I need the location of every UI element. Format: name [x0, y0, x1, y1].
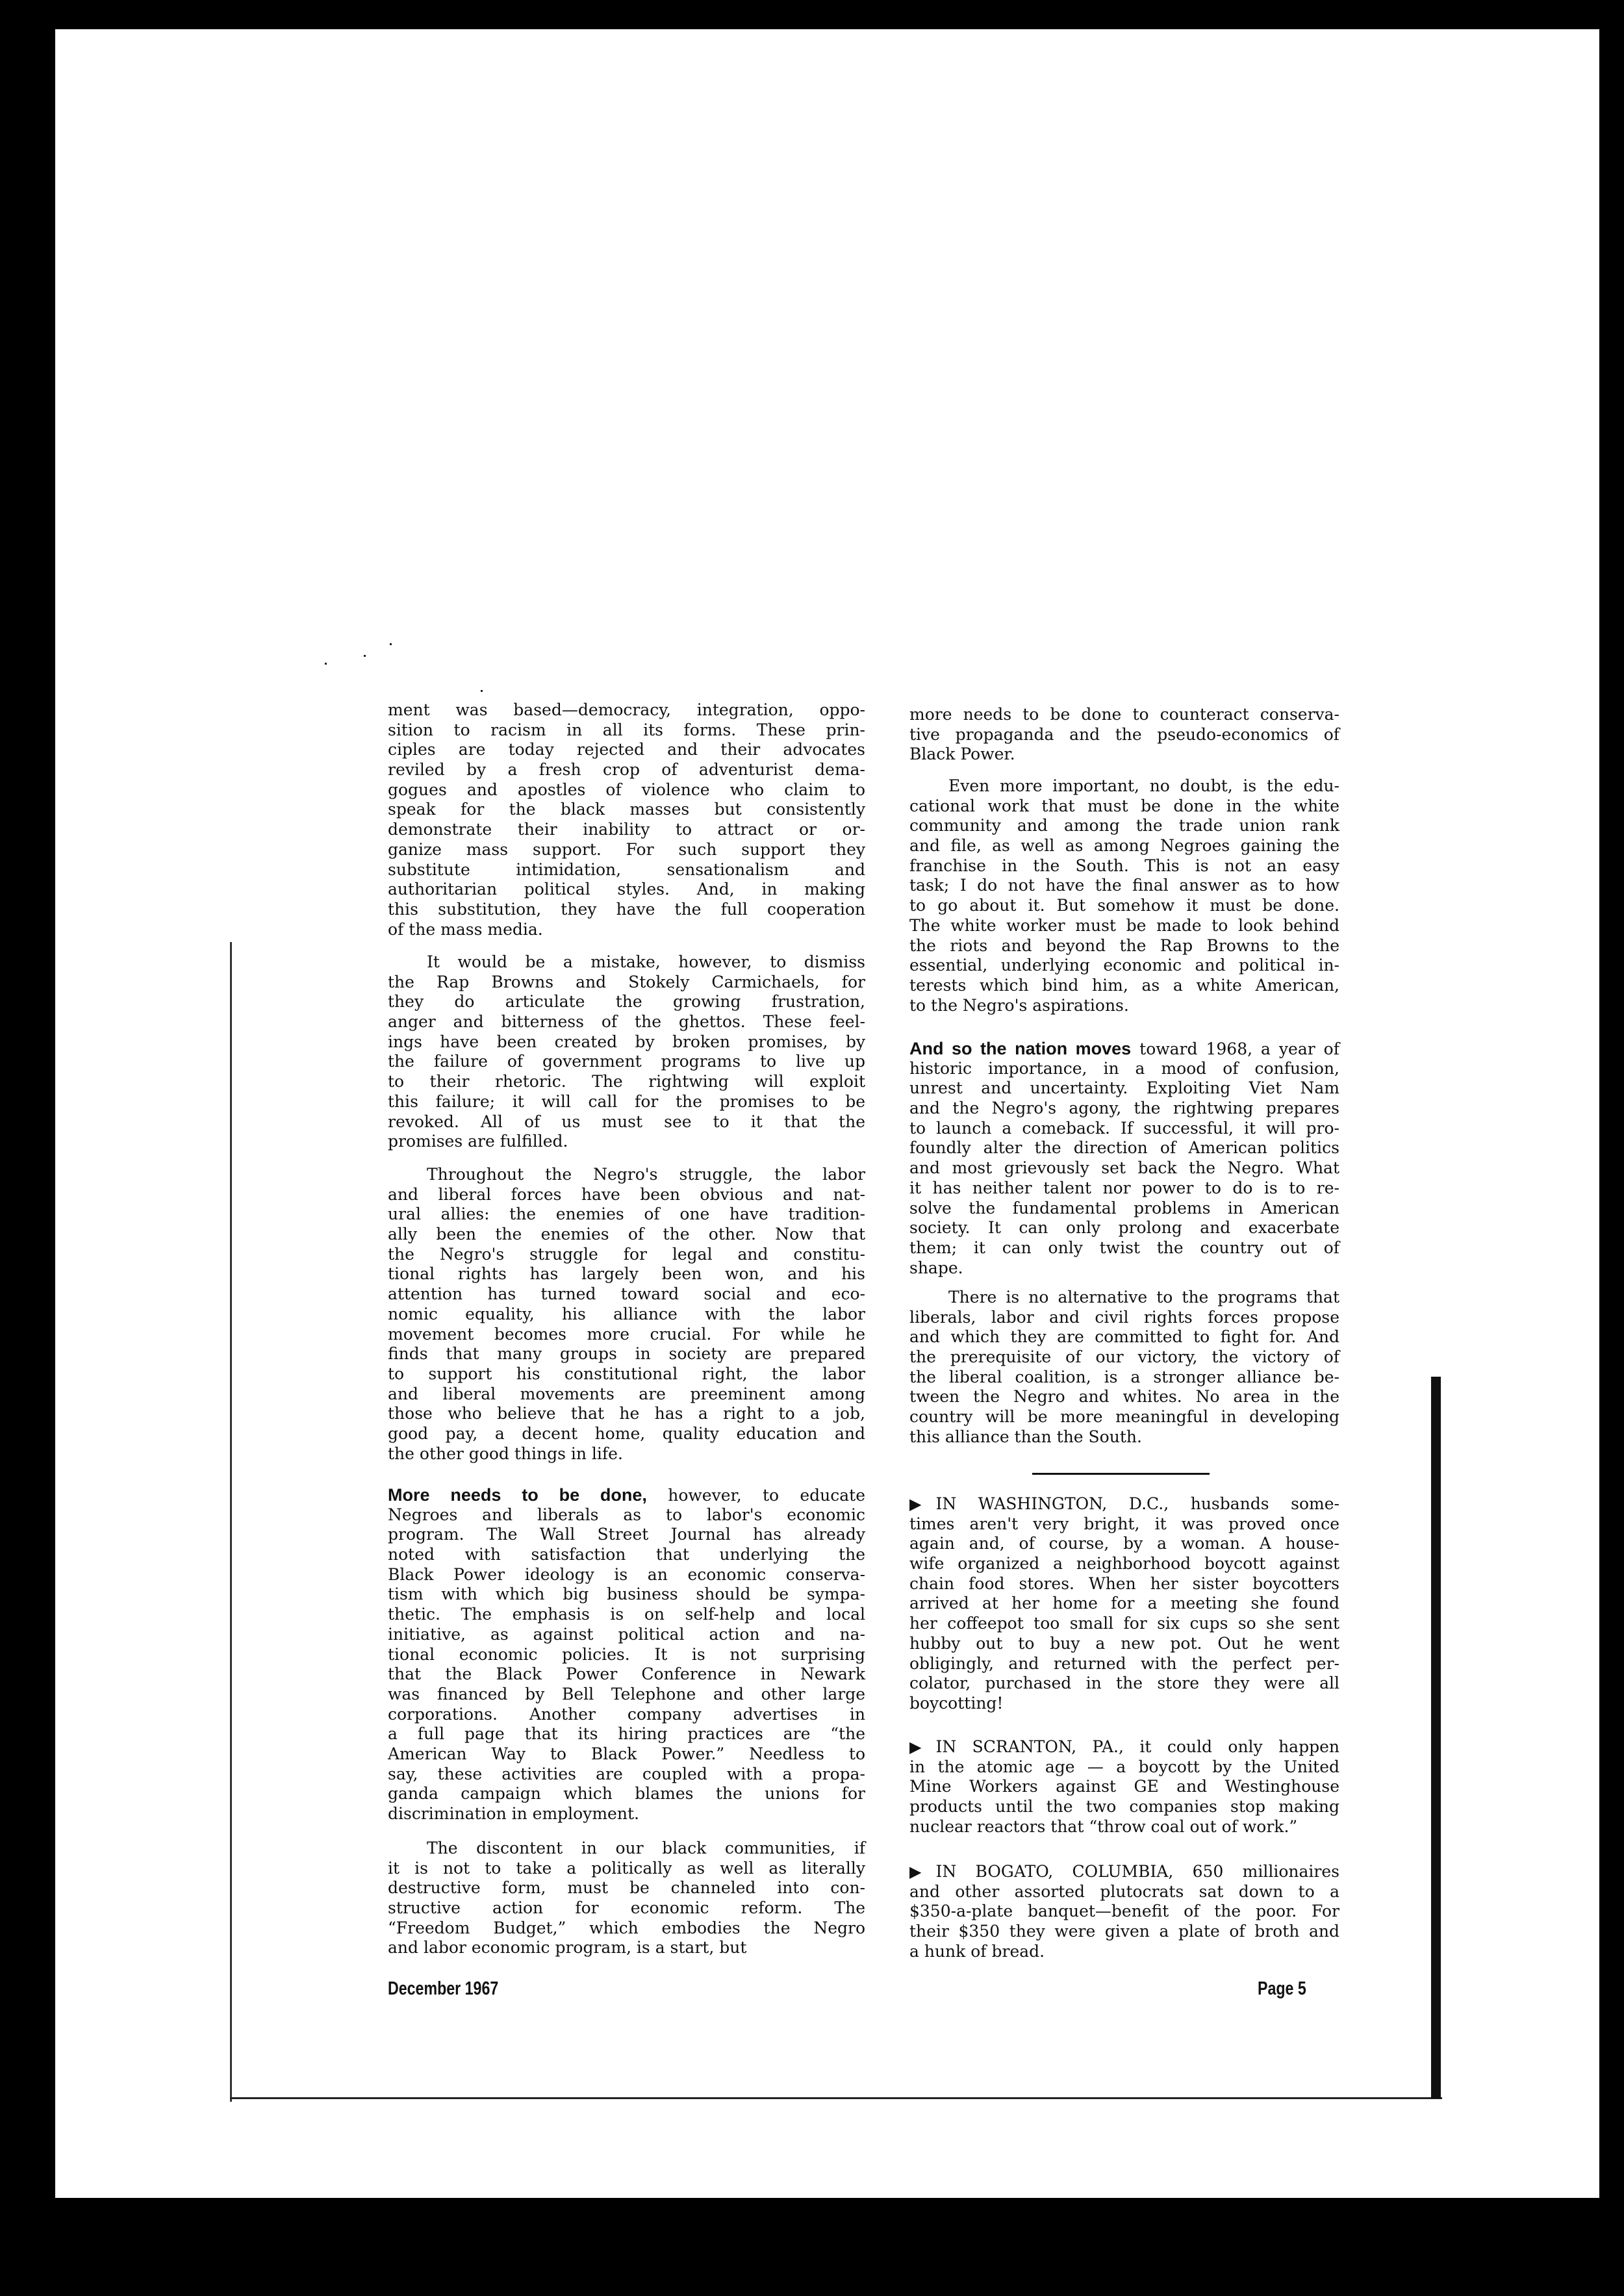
text-line — [909, 1757, 1339, 1778]
text-line — [909, 976, 1339, 996]
text-line — [388, 1284, 865, 1305]
line-text: tive propaganda and the pseudo-economics of — [909, 724, 1339, 744]
text-line — [388, 1878, 865, 1898]
line-text: tional rights has largely been won, and his — [388, 1264, 865, 1284]
line-text: and other assorted plutocrats sat down to a — [909, 1881, 1339, 1901]
line-text: shape. — [909, 1258, 963, 1277]
line-text: this failure; it will call for the promises to be — [388, 1091, 865, 1111]
line-text: society. It can only prolong and exacerbate — [909, 1218, 1339, 1238]
text-line — [909, 1179, 1339, 1199]
text-line — [909, 816, 1339, 836]
line-text: arrived at her home for a meeting she found — [909, 1594, 1339, 1613]
line-text: more needs to be done to counteract conserva- — [909, 705, 1339, 724]
text-line — [388, 1424, 865, 1444]
line-text: them; it can only twist the country out of — [909, 1238, 1339, 1257]
text-line — [388, 1305, 865, 1325]
text-line — [909, 1594, 1339, 1614]
line-text: initiative, as against political action and na- — [388, 1624, 865, 1644]
line-text: it has neither talent nor power to do is to re- — [909, 1178, 1339, 1197]
article-paragraph — [909, 705, 1339, 765]
text-line — [909, 936, 1339, 956]
text-line — [909, 1387, 1339, 1407]
line-text: Mine Workers against GE and Westinghouse — [909, 1777, 1339, 1796]
line-text: the liberal coalition, is a stronger alliance be- — [909, 1367, 1339, 1386]
article-paragraph — [909, 1288, 1339, 1448]
line-text: demonstrate their inability to attract or or- — [388, 820, 865, 839]
line-text: “Freedom Budget,” which embodies the Negro — [388, 1918, 865, 1937]
text-line — [909, 1407, 1339, 1427]
line-text: to support his constitutional right, the labor — [388, 1364, 865, 1383]
text-line — [909, 1902, 1339, 1922]
text-line — [909, 1238, 1339, 1258]
line-text: unrest and uncertainty. Exploiting Viet Nam — [909, 1078, 1339, 1098]
text-line — [388, 1052, 865, 1072]
text-line — [909, 1777, 1339, 1797]
article-paragraph — [909, 776, 1339, 1015]
text-line — [909, 1634, 1339, 1654]
text-line — [388, 1525, 865, 1545]
line-text: solve the fundamental problems in American — [909, 1198, 1339, 1218]
article-paragraph — [388, 952, 865, 1152]
text-line — [388, 1938, 865, 1958]
text-line — [909, 1218, 1339, 1238]
line-text: of the mass media. — [388, 919, 543, 939]
line-text: corporations. Another company advertises in — [388, 1704, 865, 1724]
line-text: foundly alter the direction of American politics — [909, 1138, 1339, 1158]
text-line — [909, 1817, 1339, 1837]
news-brief — [909, 1737, 1339, 1837]
text-line — [909, 1327, 1339, 1347]
line-text: ally been the enemies of the other. Now that — [388, 1225, 865, 1244]
line-text: and labor economic program, is a start, but — [388, 1938, 747, 1958]
line-text: the riots and beyond the Rap Browns to the — [909, 936, 1339, 955]
line-text: ciples are today rejected and their advocates — [388, 740, 865, 759]
text-line — [909, 1737, 1339, 1757]
line-text: say, these activities are coupled with a propa- — [388, 1764, 865, 1783]
text-line — [388, 1072, 865, 1092]
text-line — [388, 952, 865, 973]
line-text: authoritarian political styles. And, in making — [388, 880, 865, 899]
text-line — [909, 836, 1339, 856]
text-line — [388, 973, 865, 993]
line-text: good pay, a decent home, quality education and — [388, 1423, 865, 1443]
line-text: to go about it. But somehow it must be done. — [909, 896, 1339, 915]
text-line — [388, 1919, 865, 1939]
text-line — [909, 1514, 1339, 1535]
line-text: ural allies: the enemies of one have tradition- — [388, 1205, 865, 1224]
text-line — [909, 856, 1339, 876]
text-line — [388, 1225, 865, 1245]
text-line — [388, 1205, 865, 1225]
line-text: those who believe that he has a right to a job, — [388, 1404, 865, 1423]
text-line — [909, 1554, 1339, 1574]
article-paragraph — [388, 1485, 865, 1824]
line-text: thetic. The emphasis is on self-help and local — [388, 1605, 865, 1624]
line-text: sition to racism in all its forms. These prin- — [388, 720, 865, 739]
text-line — [388, 1032, 865, 1052]
text-line — [388, 1625, 865, 1645]
line-text: was financed by Bell Telephone and other large — [388, 1684, 865, 1703]
line-text: tween the Negro and whites. No area in the — [909, 1387, 1339, 1407]
text-line — [909, 1882, 1339, 1902]
line-text: task; I do not have the final answer as to how — [909, 876, 1339, 895]
text-line — [388, 1645, 865, 1665]
line-text: nuclear reactors that “throw coal out of work.” — [909, 1817, 1298, 1836]
text-line — [909, 1614, 1339, 1634]
line-text: and liberal movements are preeminent among — [388, 1384, 865, 1403]
scan-speck — [390, 643, 392, 645]
article-paragraph — [388, 700, 865, 939]
line-text: American Way to Black Power.” Needless to — [388, 1744, 865, 1763]
text-line — [909, 1942, 1339, 1962]
text-line — [909, 1534, 1339, 1554]
text-line — [388, 760, 865, 780]
text-line — [909, 1199, 1339, 1219]
text-line — [388, 1565, 865, 1585]
text-line — [388, 1744, 865, 1765]
line-text: Throughout the Negro's struggle, the labor — [427, 1165, 865, 1184]
line-text: ment was based—democracy, integration, oppo- — [388, 700, 865, 719]
text-line — [388, 1605, 865, 1625]
article-paragraph — [388, 1165, 865, 1464]
line-text: her coffeepot too small for six cups so she sent — [909, 1614, 1339, 1633]
triangle-bullet-icon: ▶ — [909, 1863, 922, 1881]
text-line — [909, 1258, 1339, 1279]
news-brief — [909, 1494, 1339, 1714]
text-line — [388, 780, 865, 800]
line-text: however, to educate — [668, 1486, 865, 1505]
text-line — [388, 1092, 865, 1112]
scan-speck — [325, 663, 327, 665]
line-text: franchise in the South. This is not an easy — [909, 856, 1339, 875]
bold-lead-in: More needs to be done, — [388, 1485, 647, 1505]
text-line — [388, 920, 865, 940]
text-line — [909, 996, 1339, 1016]
text-line — [388, 800, 865, 820]
line-text: noted with satisfaction that underlying the — [388, 1545, 865, 1564]
line-text: and file, as well as among Negroes gaining the — [909, 836, 1339, 856]
text-line — [388, 1485, 865, 1505]
line-text: promises are fulfilled. — [388, 1132, 568, 1151]
footer-date: December 1967 — [388, 1978, 499, 1999]
line-text: anger and bitterness of the ghettos. These feel- — [388, 1012, 865, 1032]
line-text: speak for the black masses but consistently — [388, 800, 865, 819]
text-line — [388, 880, 865, 900]
text-line — [388, 1344, 865, 1364]
page-frame-bottom-line — [230, 2097, 1442, 2099]
text-line — [388, 700, 865, 721]
text-line — [388, 860, 865, 880]
line-text: substitute intimidation, sensationalism and — [388, 860, 865, 879]
text-line — [909, 1078, 1339, 1099]
line-text: this substitution, they have the full cooperation — [388, 899, 865, 919]
line-text: the Rap Browns and Stokely Carmichaels, for — [388, 972, 865, 991]
line-text: it is not to take a politically as well as literally — [388, 1858, 865, 1878]
text-line — [388, 1132, 865, 1152]
text-line — [388, 1859, 865, 1879]
text-line — [909, 1654, 1339, 1674]
line-text: wife organized a neighborhood boycott against — [909, 1554, 1339, 1574]
text-line — [909, 1674, 1339, 1694]
text-line — [909, 1099, 1339, 1119]
line-text: ings have been created by broken promises, by — [388, 1032, 865, 1051]
line-text: colator, purchased in the store they were all — [909, 1674, 1339, 1693]
line-text: boycotting! — [909, 1693, 1004, 1713]
line-text: the Negro's struggle for legal and constitu- — [388, 1244, 865, 1264]
line-text: again and, of course, by a woman. A house- — [909, 1534, 1339, 1553]
text-line — [388, 1545, 865, 1565]
triangle-bullet-icon: ▶ — [909, 1495, 922, 1513]
line-text: tism with which big business should be sympa- — [388, 1585, 865, 1604]
text-line — [909, 956, 1339, 976]
line-text: IN WASHINGTON, D.C., husbands some- — [935, 1494, 1339, 1513]
article-paragraph — [388, 1839, 865, 1958]
text-line — [388, 1112, 865, 1132]
line-text: products until the two companies stop making — [909, 1797, 1339, 1817]
line-text: Negroes and liberals as to labor's economic — [388, 1505, 865, 1524]
line-text: and the Negro's agony, the rightwing prepares — [909, 1099, 1339, 1118]
line-text: the failure of government programs to live up — [388, 1052, 865, 1071]
line-text: It would be a mistake, however, to dismiss — [427, 952, 865, 971]
text-line — [909, 725, 1339, 745]
text-line — [909, 896, 1339, 916]
text-line — [388, 1505, 865, 1525]
text-line — [909, 1797, 1339, 1817]
text-line — [909, 876, 1339, 896]
line-text: times aren't very bright, it was proved once — [909, 1514, 1339, 1533]
text-line — [388, 1705, 865, 1725]
text-line — [909, 776, 1339, 797]
text-line — [388, 1364, 865, 1384]
text-line — [388, 721, 865, 741]
bold-lead-in: And so the nation moves — [909, 1039, 1132, 1058]
text-line — [388, 1012, 865, 1032]
text-line — [388, 1804, 865, 1824]
line-text: liberals, labor and civil rights forces propose — [909, 1307, 1339, 1327]
line-text: to the Negro's aspirations. — [909, 995, 1129, 1015]
text-line — [388, 1165, 865, 1185]
text-line — [909, 1694, 1339, 1714]
text-line — [388, 1245, 865, 1265]
line-text: finds that many groups in society are prepared — [388, 1344, 865, 1364]
text-line — [388, 1585, 865, 1605]
text-line — [909, 1862, 1339, 1882]
line-text: There is no alternative to the programs that — [948, 1288, 1339, 1307]
line-text: program. The Wall Street Journal has already — [388, 1525, 865, 1544]
line-text: community and among the trade union rank — [909, 816, 1339, 835]
line-text: this alliance than the South. — [909, 1427, 1142, 1446]
line-text: obligingly, and returned with the perfect per- — [909, 1653, 1339, 1673]
text-line — [909, 1347, 1339, 1368]
line-text: gogues and apostles of violence who claim to — [388, 780, 865, 799]
section-divider — [1032, 1473, 1210, 1475]
text-line — [388, 740, 865, 760]
line-text: ganda campaign which blames the unions for — [388, 1784, 865, 1804]
line-text: and most grievously set back the Negro. What — [909, 1158, 1339, 1178]
text-line — [909, 916, 1339, 936]
line-text: Even more important, no doubt, is the edu- — [948, 776, 1339, 795]
line-text: IN BOGATO, COLUMBIA, 650 millionaires — [935, 1862, 1339, 1881]
text-line — [388, 820, 865, 840]
text-line — [909, 1922, 1339, 1942]
text-line — [388, 1404, 865, 1424]
scan-speck — [364, 655, 366, 657]
line-text: Black Power ideology is an economic conserva- — [388, 1564, 865, 1584]
line-text: nomic equality, his alliance with the labor — [388, 1304, 865, 1323]
line-text: The white worker must be made to look behind — [909, 915, 1339, 935]
text-line — [909, 745, 1339, 765]
text-line — [909, 1574, 1339, 1594]
scan-speck — [481, 690, 483, 692]
text-line — [388, 1765, 865, 1785]
line-text: in the atomic age — a boycott by the United — [909, 1757, 1339, 1776]
line-text: toward 1968, a year of — [1139, 1040, 1339, 1058]
line-text: $350-a-plate banquet—benefit of the poor. For — [909, 1902, 1339, 1921]
text-line — [909, 1368, 1339, 1388]
text-line — [388, 1264, 865, 1284]
line-text: and which they are committed to fight for. And — [909, 1327, 1339, 1347]
news-brief — [909, 1862, 1339, 1961]
text-line — [909, 1059, 1339, 1079]
page-frame-right-line — [1431, 1377, 1441, 2098]
text-line — [388, 840, 865, 860]
text-line — [909, 1119, 1339, 1139]
line-text: revoked. All of us must see to it that the — [388, 1112, 865, 1131]
text-line — [388, 1665, 865, 1685]
triangle-bullet-icon: ▶ — [909, 1738, 922, 1756]
line-text: to launch a comeback. If successful, it will pro- — [909, 1118, 1339, 1138]
line-text: the prerequisite of our victory, the victory of — [909, 1347, 1339, 1367]
line-text: reviled by a fresh crop of adventurist dema- — [388, 760, 865, 780]
line-text: historic importance, in a mood of confusion, — [909, 1058, 1339, 1078]
line-text: cational work that must be done in the white — [909, 796, 1339, 815]
line-text: the other good things in life. — [388, 1444, 623, 1463]
text-line — [909, 1494, 1339, 1514]
line-text: and liberal forces have been obvious and nat- — [388, 1184, 865, 1204]
footer-page-number: Page 5 — [1258, 1978, 1306, 1999]
text-line — [388, 1325, 865, 1345]
text-line — [388, 900, 865, 920]
text-line — [388, 1724, 865, 1744]
line-text: chain food stores. When her sister boycotters — [909, 1574, 1339, 1593]
line-text: ganize mass support. For such support they — [388, 839, 865, 859]
text-line — [909, 1138, 1339, 1158]
text-line — [909, 1427, 1339, 1448]
line-text: discrimination in employment. — [388, 1804, 639, 1823]
text-line — [909, 705, 1339, 725]
line-text: their $350 they were given a plate of broth and — [909, 1922, 1339, 1941]
text-line — [909, 1158, 1339, 1179]
line-text: a full page that its hiring practices are “the — [388, 1724, 865, 1744]
text-line — [388, 1784, 865, 1804]
text-line — [909, 1039, 1339, 1059]
line-text: essential, underlying economic and political in- — [909, 956, 1339, 975]
line-text: Black Power. — [909, 745, 1015, 764]
text-line — [388, 1384, 865, 1405]
line-text: terests which bind him, as a white American, — [909, 975, 1339, 995]
line-text: they do articulate the growing frustration, — [388, 992, 865, 1012]
text-line — [909, 1288, 1339, 1308]
line-text: tional economic policies. It is not surprising — [388, 1644, 865, 1664]
text-line — [388, 1185, 865, 1205]
line-text: IN SCRANTON, PA., it could only happen — [935, 1737, 1339, 1756]
line-text: movement becomes more crucial. For while he — [388, 1324, 865, 1344]
article-paragraph — [909, 1039, 1339, 1278]
line-text: structive action for economic reform. The — [388, 1898, 865, 1918]
line-text: attention has turned toward social and eco- — [388, 1284, 865, 1304]
text-line — [388, 1898, 865, 1919]
page-frame-left-line — [230, 942, 232, 2102]
line-text: that the Black Power Conference in Newark — [388, 1665, 865, 1684]
line-text: hubby out to buy a new pot. Out he went — [909, 1633, 1339, 1653]
text-line — [388, 1444, 865, 1464]
line-text: a hunk of bread. — [909, 1941, 1045, 1961]
line-text: country will be more meaningful in developing — [909, 1407, 1339, 1427]
line-text: to their rhetoric. The rightwing will exploit — [388, 1072, 865, 1091]
text-line — [388, 1685, 865, 1705]
text-line — [388, 992, 865, 1012]
text-line — [909, 1308, 1339, 1328]
line-text: The discontent in our black communities, if — [427, 1839, 865, 1857]
line-text: destructive form, must be channeled into con- — [388, 1878, 865, 1898]
text-line — [909, 797, 1339, 817]
text-line — [388, 1839, 865, 1859]
